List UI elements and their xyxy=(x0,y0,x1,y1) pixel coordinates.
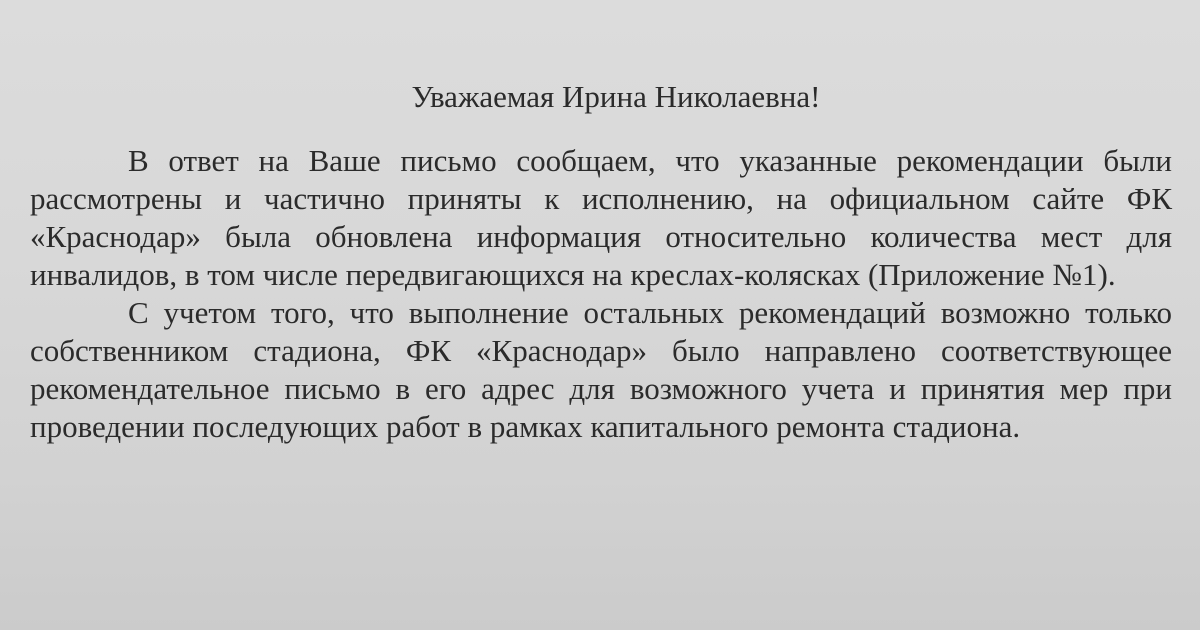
letter-paragraph-1: В ответ на Ваше письмо сообщаем, что указанные рекомендации были рассмотрены и частично приняты к исполнению, на официальном сайте ФК «Краснодар» была обновлена информация относительно количества мест для инвалидов, в том числе передвигающихся на креслах-колясках (Приложение №1). xyxy=(30,143,1172,292)
letter-salutation: Уважаемая Ирина Николаевна! xyxy=(411,79,821,114)
letter-body xyxy=(30,78,1172,446)
letter-paragraph-2: С учетом того, что выполнение остальных рекомендаций возможно только собственником стадиона, ФК «Краснодар» было направлено соответствующее рекомендательное письмо в его адрес для возможного учета и принятия мер при проведении последующих работ в рамках капитального ремонта стадиона. xyxy=(30,295,1172,444)
